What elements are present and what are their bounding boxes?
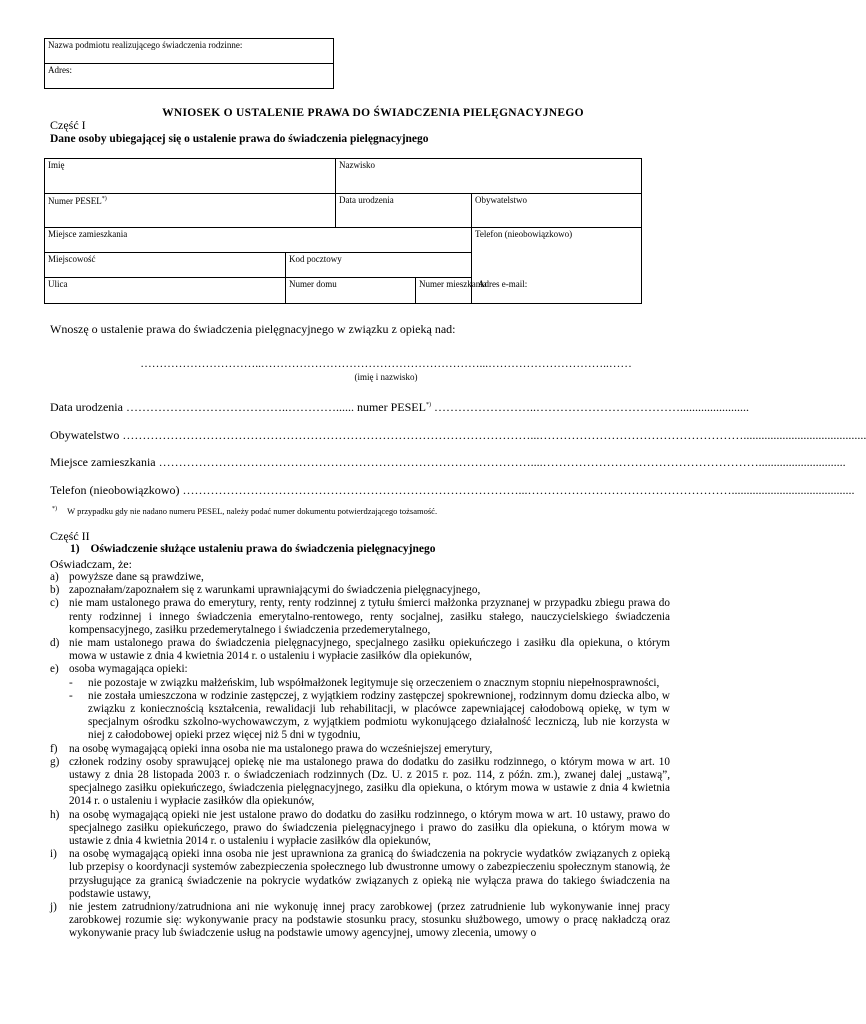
item-text: członek rodziny osoby sprawującej opiekę nie ma ustalonego prawa do dodatku do zasiłku rodzinnego, o którym mowa w art. 10 ustawy z dnia 28 listopada 2003 r. o świadczeniach rodzinnych (Dz. U. z 2015 r. poz. 114, z późn. zm.), zwanej dalej „ustawą”, specjalnego zasiłku opiekuńczego, świadczenia pielęgnacyjnego, zasiłku dla opiekuna, o którym mowa w ustawie z dnia 4 kwietnia 2014 r. o ustaleniu i wypłacie zasiłków dla opiekunów,	[69, 755, 670, 808]
item-text: powyższe dane są prawdziwe,	[69, 571, 204, 583]
list-item	[50, 756, 670, 809]
cared-person-name-line[interactable]: …………………………..…………………………………………………...…………………………..……	[140, 358, 632, 370]
sub-item-dash: -	[69, 676, 73, 689]
entity-address-label: Adres:	[48, 65, 72, 75]
cared-phone-label: Telefon (nieobowiązkowo)	[50, 483, 180, 497]
postal-code-field[interactable]	[286, 253, 472, 278]
item-text: nie jestem zatrudniony/zatrudniona ani nie wykonuję innej pracy zarobkowej (przez zatrudnienie lub wykonywanie innej pracy zarobkowej rozumie się: wykonywanie pracy na podstawie stosunku pracy, stosunku służbowego, umowy o pracę nakładczą oraz wykonywanie pracy lub świadczenie usług na podstawie umowy agencyjnej, umowy zlecenia, umowy o	[69, 901, 670, 940]
contact-cell[interactable]	[472, 228, 642, 304]
item-text: nie mam ustalonego prawa do emerytury, renty, renty rodzinnej z tytułu śmierci małżonka przyznanej w przypadku zbiegu prawa do renty rodzinnej i innego świadczenia emerytalno-rentowego, renty socjalnej, zasiłku stałego, nauczycielskiego świadczenia kompensacyjnego, zasiłku przedemerytalnego i świadczenia przedemerytalnego,	[69, 597, 670, 636]
entity-address-field[interactable]	[45, 64, 334, 89]
item-text: na osobę wymagającą opieki inna osoba nie ma ustalonego prawa do wcześniejszej emerytury,	[69, 742, 493, 755]
birth-date-label: Data urodzenia	[339, 195, 394, 205]
item-text: nie mam ustalonego prawa do świadczenia pielęgnacyjnego, specjalnego zasiłku opiekuńczego i zasiłku dla opiekuna, o którym mowa w ustawie z dnia 4 kwietnia 2014 r. o ustaleniu i wypłacie zasiłków dla opiekunów,	[69, 637, 670, 663]
residence-label: Miejsce zamieszkania	[48, 229, 128, 239]
last-name-label: Nazwisko	[339, 160, 376, 170]
item-letter: h)	[50, 808, 60, 821]
entity-name-label: Nazwa podmiotu realizującego świadczenia rodzinne:	[48, 40, 243, 50]
item-letter: b)	[50, 584, 60, 597]
list-item	[50, 571, 670, 584]
sub-item-dash: -	[69, 689, 73, 702]
pesel-label: Numer PESEL	[48, 196, 102, 206]
request-text: Wnoszę o ustalenie prawa do świadczenia pielęgnacyjnego w związku z opieką nad:	[50, 322, 456, 336]
item-letter: e)	[50, 663, 59, 676]
list-item	[50, 584, 670, 597]
footnote-text: W przypadku gdy nie nadano numeru PESEL, należy podać numer dokumentu potwierdzającego tożsamość.	[67, 506, 438, 516]
cared-citizenship-row	[50, 428, 866, 443]
sub-item	[69, 690, 670, 743]
footnote-mark: *)	[52, 506, 57, 513]
cared-citizenship-dots[interactable]: …………………………………………………………………………………………...…………………………………………….........................................	[122, 428, 866, 442]
citizenship-label: Obywatelstwo	[475, 195, 528, 205]
citizenship-field[interactable]	[472, 194, 642, 228]
birth-date-field[interactable]	[336, 194, 472, 228]
item-text: zapoznałam/zapoznałem się z warunkami uprawniającymi do świadczenia pielęgnacyjnego,	[69, 584, 481, 597]
list-item	[50, 663, 670, 676]
city-field[interactable]	[45, 253, 286, 278]
first-name-label: Imię	[48, 160, 65, 170]
residence-row	[45, 228, 472, 253]
cared-person-name-caption: (imię i nazwisko)	[354, 372, 418, 382]
list-item	[50, 743, 670, 756]
list-item	[50, 637, 670, 663]
sub-item	[69, 677, 670, 690]
item-text: na osobę wymagającą opieki inna osoba nie jest uprawniona za granicą do świadczenia na pokrycie wydatków związanych z opieką lub przepisy o koordynacji systemów zabezpieczenia społecznego lub dwustronne umowy o zabezpieczeniu społecznym stanowią, że przysługujące za granicą świadczenie na pokrycie wydatków związanych z opieką nie wyłącza prawa do takiego świadczenia na podstawie ustawy,	[69, 848, 670, 900]
part2-heading-number: 1)	[70, 543, 80, 555]
cared-pesel-label: numer PESEL	[356, 400, 426, 414]
part2-heading-text: Oświadczenie służące ustaleniu prawa do świadczenia pielęgnacyjnego	[90, 543, 436, 555]
part1-label: Część I	[50, 118, 86, 132]
item-text: osoba wymagająca opieki:	[69, 663, 188, 676]
first-name-field[interactable]	[45, 159, 336, 194]
item-letter: d)	[50, 637, 60, 650]
part2-label: Część II	[50, 529, 90, 543]
cared-citizenship-label: Obywatelstwo	[50, 428, 120, 442]
item-letter: j)	[50, 901, 57, 914]
cared-phone-row	[50, 483, 855, 498]
part2-heading	[70, 543, 435, 555]
declaration-list	[50, 571, 670, 941]
cared-pesel-dots[interactable]: ……………………..……………………………….......................	[433, 400, 749, 414]
flat-no-label: Numer mieszkania	[419, 279, 487, 289]
list-item	[50, 809, 670, 849]
item-letter: a)	[50, 571, 59, 583]
phone-label: Telefon (nieobowiązkowo)	[475, 229, 573, 239]
pesel-footnote-mark: *)	[101, 196, 107, 202]
list-item	[50, 901, 670, 941]
sub-item-text: nie pozostaje w związku małżeńskim, lub współmałżonek legitymuje się orzeczeniem o znacznym stopniu niepełnosprawności,	[88, 676, 660, 689]
cared-phone-dots[interactable]: …………………………………………………………………………...…………………………………………….........................................	[182, 483, 855, 497]
cared-residence-dots[interactable]: …………………………………………………………………………………....……………………………………………….............................	[158, 455, 846, 469]
list-item	[50, 597, 670, 637]
list-item	[50, 848, 670, 901]
cared-dob-dots[interactable]: …………………………………..…………......	[125, 400, 354, 414]
declaration-intro: Oświadczam, że:	[50, 557, 132, 571]
item-letter: g)	[50, 755, 60, 768]
item-letter: f)	[50, 742, 58, 755]
item-letter: c)	[50, 597, 59, 610]
entity-name-field[interactable]	[45, 39, 334, 64]
cared-pesel-mark: *)	[425, 402, 431, 408]
item-letter: i)	[50, 848, 57, 861]
city-label: Miejscowość	[48, 254, 96, 264]
cared-dob-row	[50, 400, 749, 415]
postal-code-label: Kod pocztowy	[289, 254, 342, 264]
house-no-field[interactable]	[286, 278, 416, 304]
last-name-field[interactable]	[336, 159, 642, 194]
cared-residence-label: Miejsce zamieszkania	[50, 455, 156, 469]
email-label: Adres e-mail:	[478, 279, 528, 289]
cared-residence-row	[50, 455, 846, 470]
entity-box	[44, 38, 334, 89]
sub-item-text: nie została umieszczona w rodzinie zastępczej, z wyjątkiem rodziny zastępczej spokrewnionej, rodzinnym domu dziecka albo, w związku z koniecznością kształcenia, rewalidacji lub rehabilitacji, w placówce zapewniającej całodobową opiekę, w tym w specjalnym ośrodku szkolno-wychowawczym, z wyjątkiem podmiotu wykonującego działalność leczniczą, lub nie korzysta w niej z całodobowej opieki przez więcej niż 5 dni w tygodniu,	[88, 689, 670, 742]
applicant-table	[44, 158, 642, 304]
form-title: WNIOSEK O USTALENIE PRAWA DO ŚWIADCZENIA PIELĘGNACYJNEGO	[162, 107, 584, 119]
footnote	[52, 506, 437, 516]
house-no-label: Numer domu	[289, 279, 337, 289]
street-label: Ulica	[48, 279, 68, 289]
cared-dob-label: Data urodzenia	[50, 400, 123, 414]
pesel-field[interactable]	[45, 194, 336, 228]
item-text: na osobę wymagającą opieki nie jest ustalone prawo do dodatku do zasiłku rodzinnego, o którym mowa w art. 10 ustawy, prawo do specjalnego zasiłku opiekuńczego, prawo do świadczenia pielęgnacyjnego i prawo do zasiłku dla opiekuna, o którym mowa w ustawie z dnia 4 kwietnia 2014 r. o ustaleniu i wypłacie zasiłków dla opiekunów,	[69, 808, 670, 848]
street-field[interactable]	[45, 278, 286, 304]
part1-heading: Dane osoby ubiegającej się o ustalenie prawa do świadczenia pielęgnacyjnego	[50, 133, 429, 145]
flat-no-field[interactable]	[416, 278, 487, 304]
